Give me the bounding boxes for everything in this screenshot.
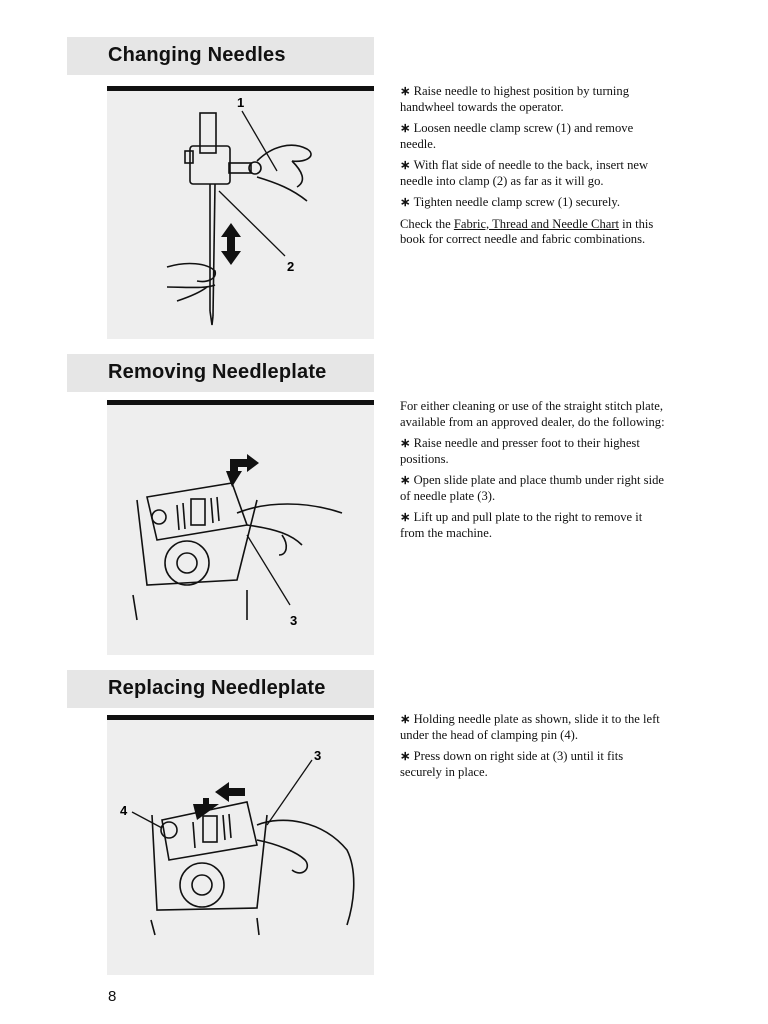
step: ∗ With flat side of needle to the back, insert new needle into clamp (2) as far as it will go. (400, 158, 649, 188)
step: ∗ Raise needle and presser foot to their highest positions. (400, 436, 640, 466)
replacing-needleplate-text (400, 712, 668, 786)
star-icon: ∗ (400, 473, 411, 487)
needle-clamp (190, 146, 230, 184)
changing-needles-illustration (107, 91, 374, 339)
star-icon: ∗ (400, 195, 411, 209)
hand-upper (257, 145, 311, 161)
star-icon: ∗ (400, 749, 411, 763)
step: ∗ Press down on right side at (3) until it fits securely in place. (400, 749, 624, 779)
step: ∗ Loosen needle clamp screw (1) and remove needle. (400, 121, 634, 151)
star-icon: ∗ (400, 121, 411, 135)
up-down-arrow-icon (221, 223, 241, 265)
intro: For either cleaning or use of the straight stitch plate, available from an approved dealer, do the following: (400, 399, 665, 429)
heading-replacing-needleplate: Replacing Needleplate (108, 677, 326, 699)
step: ∗ Tighten needle clamp screw (1) securely. (400, 195, 621, 209)
removing-needleplate-text (400, 399, 668, 547)
heading-changing-needles: Changing Needles (108, 44, 286, 66)
callout-4: 4 (120, 803, 128, 818)
chart-reference-note: Check the Fabric, Thread and Needle Chart in this book for correct needle and fabric combinations. (400, 216, 654, 246)
bobbin (180, 863, 224, 907)
hand-lower (167, 264, 215, 282)
hand (237, 504, 342, 513)
page-number: 8 (108, 988, 117, 1005)
clamp-screw (229, 163, 251, 173)
chart-link[interactable]: Fabric, Thread and Needle Chart (453, 216, 620, 231)
step: ∗ Raise needle to highest position by turning handwheel towards the operator. (400, 84, 630, 114)
step: ∗ Holding needle plate as shown, slide it to the left under the head of clamping pin (4). (400, 712, 660, 742)
callout-1: 1 (237, 95, 245, 110)
replacing-needleplate-illustration (107, 720, 374, 975)
bobbin (165, 541, 209, 585)
lift-arrow-icon (226, 454, 259, 487)
needle-bar (200, 113, 216, 153)
heading-removing-needleplate: Removing Needleplate (108, 361, 327, 383)
star-icon: ∗ (400, 510, 411, 524)
star-icon: ∗ (400, 84, 411, 98)
callout-2: 2 (287, 259, 295, 274)
removing-needleplate-illustration (107, 405, 374, 655)
step: ∗ Lift up and pull plate to the right to remove it from the machine. (400, 510, 643, 540)
star-icon: ∗ (400, 158, 411, 172)
changing-needles-text (400, 84, 668, 254)
slide-left-arrow-icon (193, 782, 245, 820)
callout-3: 3 (290, 613, 298, 628)
step: ∗ Open slide plate and place thumb under right side of needle plate (3). (400, 473, 664, 503)
star-icon: ∗ (400, 712, 411, 726)
star-icon: ∗ (400, 436, 411, 450)
callout-3: 3 (314, 748, 322, 763)
hand (257, 820, 354, 925)
